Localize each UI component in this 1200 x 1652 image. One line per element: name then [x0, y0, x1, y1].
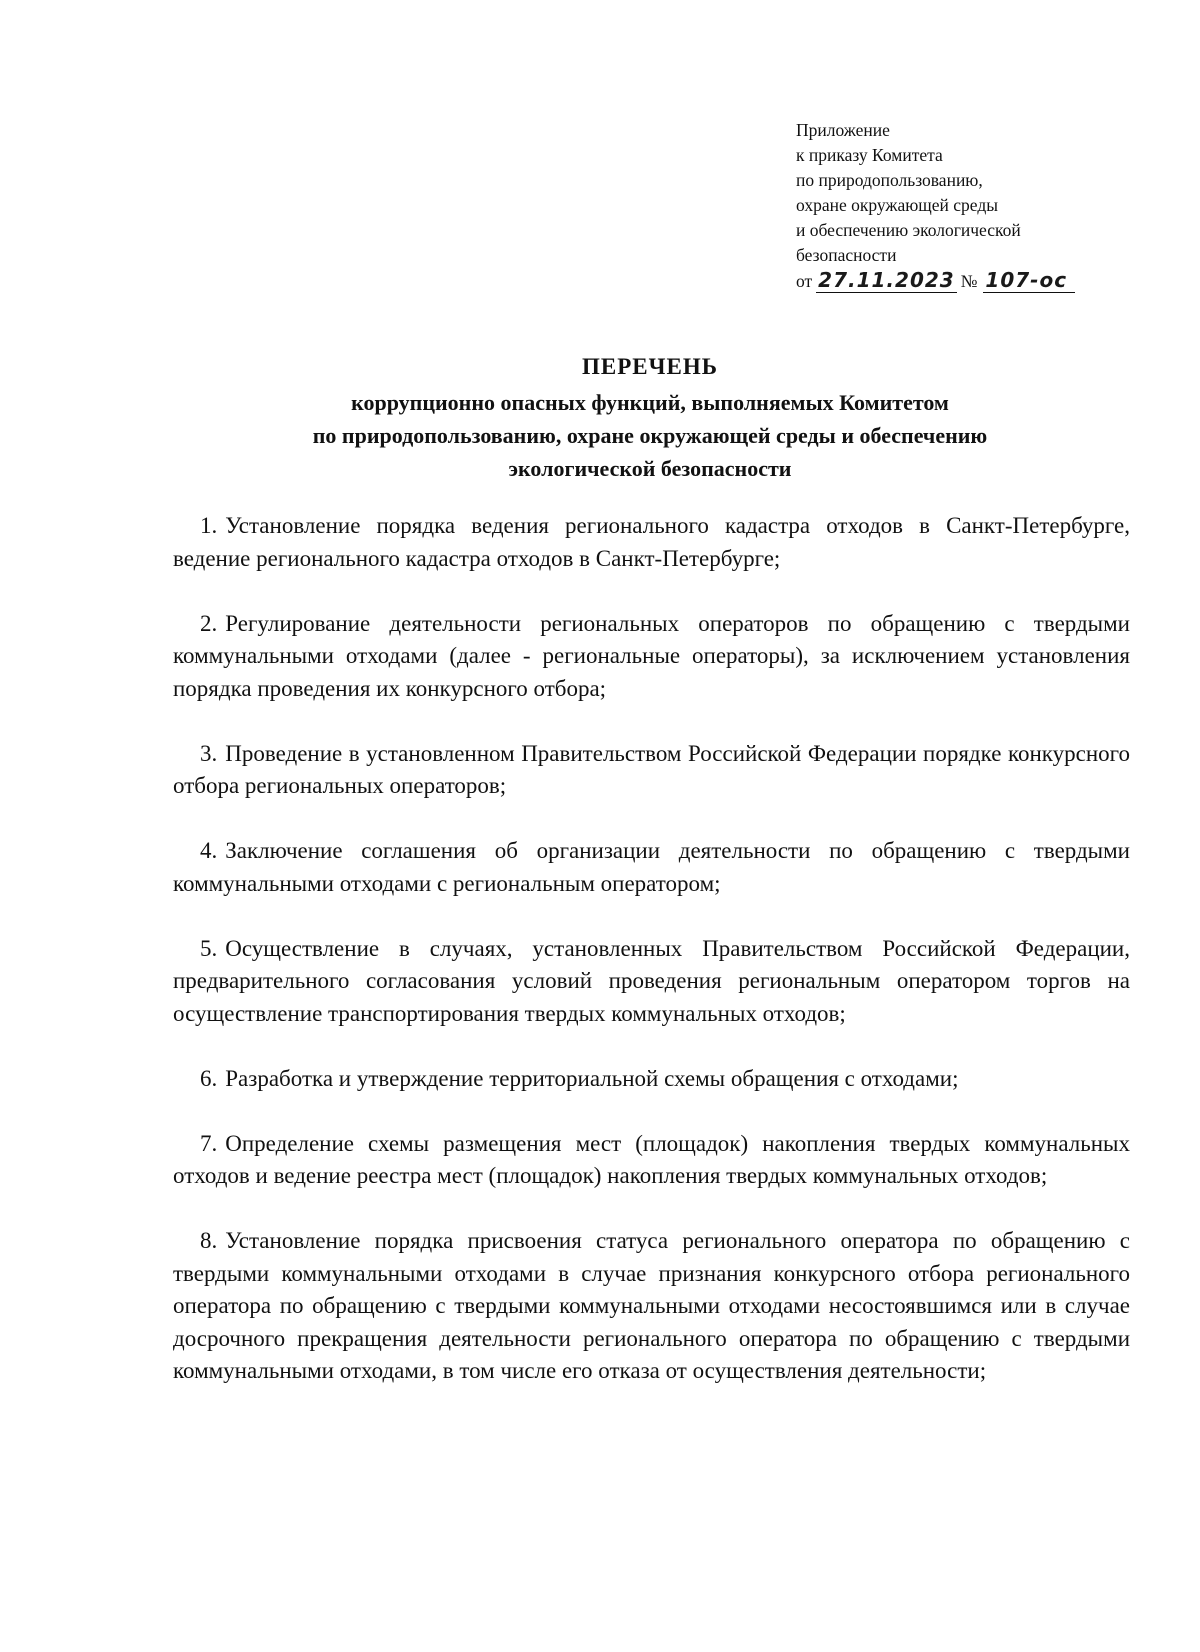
item-text: Разработка и утверждение территориальной схемы обращения с отходами;: [225, 1065, 959, 1091]
list-item: [173, 835, 1130, 900]
item-number: 2.: [200, 610, 218, 636]
date-prefix: от: [796, 271, 813, 291]
title-subtitle-line: коррупционно опасных функций, выполняемых Комитетом: [351, 390, 949, 415]
item-text: Заключение соглашения об организации деятельности по обращению с твердыми коммунальными отходами с региональным оператором;: [173, 838, 1130, 896]
title-main: ПЕРЕЧЕНЬ: [582, 354, 718, 379]
item-number: 4.: [200, 838, 218, 863]
appendix-line: и обеспечению экологической: [796, 220, 1021, 240]
item-text: Установление порядка присвоения статуса регионального оператора по обращению с твердыми коммунальными отходами в случае признания конкурсного отбора регионального оператора по обращению с твердыми коммунальными отходами несостоявшимся или в случае досрочного прекращения деятельности регионального оператора по обращению с твердыми коммунальными отходами, в том числе его отказа от осуществления деятельности;: [173, 1228, 1130, 1383]
order-date-number-row: [796, 268, 1136, 294]
item-number: 3.: [200, 740, 218, 766]
functions-list: [173, 510, 1130, 1388]
appendix-line: к приказу Комитета: [796, 145, 943, 165]
list-item: [173, 933, 1130, 1031]
appendix-line: охране окружающей среды: [796, 195, 999, 215]
item-text: Установление порядка ведения регионального кадастра отходов в Санкт-Петербурге, ведение регионального кадастра отходов в Санкт-Петербурге;: [173, 513, 1130, 571]
title-subtitle-line: экологической безопасности: [508, 456, 792, 481]
list-item: [173, 510, 1130, 575]
item-number: 6.: [200, 1065, 218, 1091]
list-item: [173, 1063, 1130, 1096]
title-subtitle-line: по природопользованию, охране окружающей среды и обеспечению: [312, 423, 988, 448]
list-item: [173, 738, 1130, 803]
appendix-line: по природопользованию,: [796, 170, 983, 190]
item-number: 7.: [200, 1130, 218, 1156]
appendix-line: безопасности: [796, 245, 897, 265]
list-item: [173, 1128, 1130, 1193]
item-text: Определение схемы размещения мест (площадок) накопления твердых коммунальных отходов и ведение реестра мест (площадок) накопления твердых коммунальных отходов;: [173, 1130, 1130, 1188]
list-item: [173, 1225, 1130, 1388]
handwritten-date: 27.11.2023: [818, 268, 955, 292]
item-number: 5.: [200, 935, 218, 961]
document-title: [170, 350, 1130, 485]
item-text: Осуществление в случаях, установленных Правительством Российской Федерации, предварительного согласования условий проведения региональным оператором торгов на осуществление транспортирования твердых коммунальных отходов;: [173, 935, 1130, 1026]
appendix-block: [796, 118, 1136, 294]
appendix-line: Приложение: [796, 120, 890, 140]
item-text: Проведение в установленном Правительством Российской Федерации порядке конкурсного отбора региональных операторов;: [173, 740, 1130, 798]
handwritten-number: 107-ос: [983, 268, 1075, 293]
list-item: [173, 608, 1130, 706]
item-text: Регулирование деятельности региональных операторов по обращению с твердыми коммунальными отходами (далее - региональные операторы), за исключением установления порядка проведения их конкурсного отбора;: [173, 610, 1130, 701]
number-sign: №: [960, 271, 978, 291]
item-number: 1.: [200, 513, 218, 538]
item-number: 8.: [200, 1228, 218, 1253]
